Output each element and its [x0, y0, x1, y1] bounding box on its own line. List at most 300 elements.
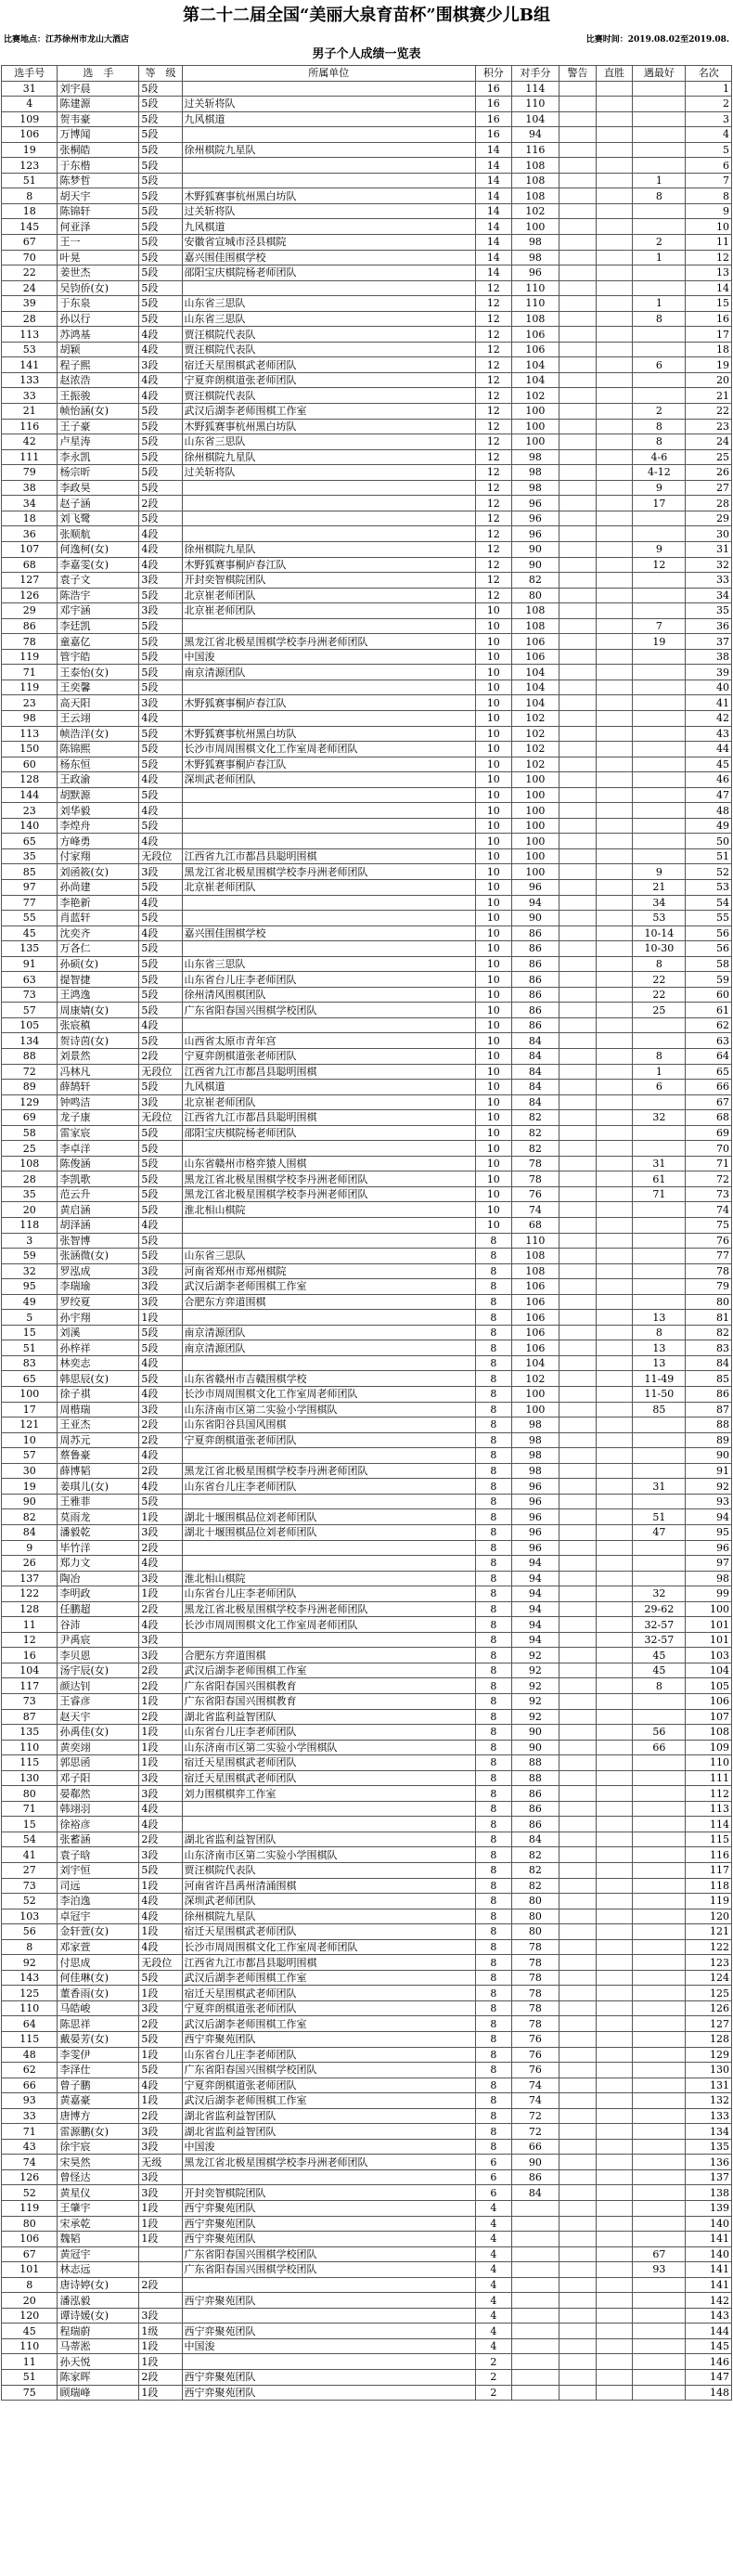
cell-direct-win — [596, 2293, 633, 2309]
cell-direct-win — [596, 1571, 633, 1586]
cell-opp-score: 88 — [511, 1770, 559, 1786]
cell-unit: 黑龙江省北极星围棋学校李丹洲老师团队 — [182, 1463, 476, 1479]
table-row — [2, 250, 732, 265]
cell-direct-win — [596, 588, 633, 603]
table-row — [2, 2078, 732, 2093]
cell-unit: 北京崔老师团队 — [182, 588, 476, 603]
cell-player-no: 64 — [2, 2016, 58, 2032]
cell-warning — [559, 1755, 597, 1771]
cell-rank: 4段 — [139, 1617, 182, 1633]
cell-points: 4 — [476, 2262, 511, 2278]
cell-player-no: 95 — [2, 1279, 58, 1295]
cell-direct-win — [596, 97, 633, 112]
cell-best — [633, 848, 686, 864]
cell-points: 10 — [476, 864, 511, 880]
cell-best: 4-12 — [633, 465, 686, 481]
cell-direct-win — [596, 1817, 633, 1832]
cell-best — [633, 1847, 686, 1863]
cell-opp-score: 110 — [511, 296, 559, 312]
cell-points: 8 — [476, 2016, 511, 2032]
cell-rank: 5段 — [139, 2063, 182, 2078]
cell-opp-score: 76 — [511, 2047, 559, 2063]
col-header-best: 遇最好 — [633, 66, 686, 82]
cell-best: 31 — [633, 1479, 686, 1495]
cell-best: 29-62 — [633, 1601, 686, 1617]
cell-direct-win — [596, 2093, 633, 2109]
cell-rank: 5段 — [139, 188, 182, 204]
cell-warning — [559, 357, 597, 373]
cell-unit: 过关斩将队 — [182, 465, 476, 481]
cell-player-no: 79 — [2, 465, 58, 481]
cell-warning — [559, 911, 597, 926]
cell-rank: 1段 — [139, 2093, 182, 2109]
table-row — [2, 127, 732, 143]
table-row — [2, 541, 732, 557]
cell-place: 65 — [686, 1064, 732, 1080]
cell-points: 4 — [476, 2308, 511, 2324]
table-row — [2, 496, 732, 511]
cell-player: 刘宇恒 — [58, 1862, 139, 1878]
table-row — [2, 1355, 732, 1371]
cell-player-no: 82 — [2, 1509, 58, 1525]
cell-points: 10 — [476, 710, 511, 726]
cell-points: 8 — [476, 1463, 511, 1479]
cell-rank: 2段 — [139, 2370, 182, 2386]
cell-rank: 1段 — [139, 1986, 182, 2001]
cell-player-no: 74 — [2, 2155, 58, 2170]
cell-best: 21 — [633, 879, 686, 895]
cell-best — [633, 158, 686, 174]
cell-rank: 4段 — [139, 926, 182, 941]
cell-warning — [559, 1524, 597, 1540]
cell-warning — [559, 848, 597, 864]
cell-opp-score: 100 — [511, 434, 559, 450]
table-row — [2, 1125, 732, 1141]
cell-opp-score: 78 — [511, 1939, 559, 1955]
cell-player-no: 65 — [2, 834, 58, 849]
cell-direct-win — [596, 2246, 633, 2262]
cell-player-no: 122 — [2, 1586, 58, 1602]
cell-best: 1 — [633, 1064, 686, 1080]
cell-player-no: 18 — [2, 511, 58, 526]
cell-opp-score: 82 — [511, 1847, 559, 1863]
cell-direct-win — [596, 2277, 633, 2293]
cell-player: 黄启涵 — [58, 1202, 139, 1218]
cell-best — [633, 818, 686, 834]
cell-player: 黄冠宇 — [58, 2246, 139, 2262]
table-row — [2, 1770, 732, 1786]
cell-rank: 1段 — [139, 2385, 182, 2401]
cell-unit: 北京崔老师团队 — [182, 1094, 476, 1110]
cell-player-no: 144 — [2, 787, 58, 803]
cell-unit: 西宁弈聚苑团队 — [182, 2201, 476, 2217]
cell-warning — [559, 1540, 597, 1556]
cell-player: 周苏元 — [58, 1432, 139, 1448]
cell-rank: 5段 — [139, 1156, 182, 1171]
cell-place: 118 — [686, 1878, 732, 1894]
table-row — [2, 97, 732, 112]
cell-place: 30 — [686, 526, 732, 542]
cell-place: 105 — [686, 1678, 732, 1694]
cell-warning — [559, 235, 597, 251]
cell-player: 李雯伊 — [58, 2047, 139, 2063]
cell-best: 2 — [633, 235, 686, 251]
table-row — [2, 1017, 732, 1033]
cell-rank: 5段 — [139, 2032, 182, 2048]
cell-points: 8 — [476, 1494, 511, 1509]
cell-unit: 山东省三思队 — [182, 434, 476, 450]
cell-warning — [559, 296, 597, 312]
cell-warning — [559, 2308, 597, 2324]
cell-best — [633, 1279, 686, 1295]
cell-direct-win — [596, 2078, 633, 2093]
cell-best — [633, 1494, 686, 1509]
cell-direct-win — [596, 2047, 633, 2063]
cell-place: 84 — [686, 1355, 732, 1371]
cell-player-no: 73 — [2, 987, 58, 1003]
cell-opp-score: 100 — [511, 787, 559, 803]
cell-best — [633, 1556, 686, 1572]
cell-warning — [559, 726, 597, 742]
cell-best — [633, 1939, 686, 1955]
cell-rank: 5段 — [139, 588, 182, 603]
cell-points: 10 — [476, 1033, 511, 1049]
cell-player-no: 56 — [2, 1924, 58, 1940]
cell-best — [633, 1817, 686, 1832]
cell-opp-score: 100 — [511, 834, 559, 849]
cell-rank: 5段 — [139, 742, 182, 757]
col-header-unit: 所属单位 — [182, 66, 476, 82]
cell-unit: 黑龙江省北极星围棋学校李丹洲老师团队 — [182, 1186, 476, 1202]
cell-opp-score: 98 — [511, 465, 559, 481]
cell-rank: 5段 — [139, 1862, 182, 1878]
table-row — [2, 1494, 732, 1509]
cell-points: 14 — [476, 250, 511, 265]
cell-rank: 5段 — [139, 665, 182, 680]
cell-best: 31 — [633, 1156, 686, 1171]
cell-player-no: 25 — [2, 1141, 58, 1157]
cell-best — [633, 710, 686, 726]
cell-place: 90 — [686, 1448, 732, 1464]
cell-points: 12 — [476, 465, 511, 481]
cell-player: 徐子祺 — [58, 1387, 139, 1403]
cell-best: 13 — [633, 1355, 686, 1371]
cell-opp-score: 86 — [511, 2169, 559, 2185]
cell-player-no: 34 — [2, 496, 58, 511]
cell-place: 7 — [686, 173, 732, 188]
cell-player-no: 32 — [2, 1263, 58, 1279]
cell-player-no: 110 — [2, 2000, 58, 2016]
table-row — [2, 342, 732, 357]
cell-unit: 江西省九江市都昌县聪明围棋 — [182, 848, 476, 864]
cell-direct-win — [596, 649, 633, 665]
cell-opp-score: 94 — [511, 1571, 559, 1586]
cell-direct-win — [596, 1786, 633, 1802]
cell-unit: 山东济南市区第二实验小学围棋队 — [182, 1402, 476, 1417]
table-row — [2, 1970, 732, 1986]
cell-best — [633, 2385, 686, 2401]
cell-points: 10 — [476, 1094, 511, 1110]
table-row — [2, 1832, 732, 1847]
cell-player: 陈梦哲 — [58, 173, 139, 188]
cell-best — [633, 1894, 686, 1909]
cell-points: 10 — [476, 618, 511, 634]
cell-player: 马皓峻 — [58, 2000, 139, 2016]
page-title: 第二十二届全国“美丽大泉育苗杯”围棋赛少儿B组 — [183, 6, 550, 25]
cell-player-no: 16 — [2, 1648, 58, 1663]
cell-points: 8 — [476, 1847, 511, 1863]
cell-direct-win — [596, 173, 633, 188]
cell-best — [633, 142, 686, 158]
cell-player-no: 137 — [2, 1571, 58, 1586]
cell-unit: 山东省台儿庄李老师团队 — [182, 1479, 476, 1495]
cell-best — [633, 2370, 686, 2386]
table-row — [2, 1340, 732, 1356]
cell-opp-score: 110 — [511, 97, 559, 112]
cell-player-no: 28 — [2, 311, 58, 327]
cell-direct-win — [596, 1894, 633, 1909]
cell-place: 142 — [686, 2293, 732, 2309]
cell-player: 帧浩洋(女) — [58, 726, 139, 742]
cell-opp-score: 106 — [511, 1294, 559, 1310]
table-row — [2, 911, 732, 926]
cell-opp-score: 84 — [511, 1094, 559, 1110]
cell-points: 8 — [476, 1725, 511, 1741]
cell-opp-score: 84 — [511, 1080, 559, 1095]
cell-player-no: 88 — [2, 1049, 58, 1065]
cell-rank: 4段 — [139, 710, 182, 726]
cell-player-no: 71 — [2, 2124, 58, 2140]
cell-points: 6 — [476, 2169, 511, 2185]
cell-player: 陈锦轩 — [58, 203, 139, 219]
cell-points: 2 — [476, 2385, 511, 2401]
cell-warning — [559, 2139, 597, 2155]
cell-rank: 1段 — [139, 2232, 182, 2247]
table-row — [2, 1094, 732, 1110]
cell-rank: 3段 — [139, 1402, 182, 1417]
cell-best — [633, 1233, 686, 1249]
cell-points: 12 — [476, 588, 511, 603]
cell-points: 8 — [476, 1310, 511, 1326]
cell-warning — [559, 2032, 597, 2048]
cell-place: 48 — [686, 803, 732, 819]
cell-opp-score: 80 — [511, 1894, 559, 1909]
cell-player-no: 51 — [2, 173, 58, 188]
cell-player-no: 86 — [2, 618, 58, 634]
cell-points: 8 — [476, 1432, 511, 1448]
cell-direct-win — [596, 1540, 633, 1556]
cell-player: 陈家晖 — [58, 2370, 139, 2386]
cell-best: 8 — [633, 1049, 686, 1065]
cell-warning — [559, 449, 597, 465]
table-row — [2, 327, 732, 343]
cell-warning — [559, 1970, 597, 1986]
cell-rank: 无段位 — [139, 1064, 182, 1080]
cell-unit: 木野狐赛事杭州黑白坊队 — [182, 726, 476, 742]
cell-rank: 1段 — [139, 2354, 182, 2370]
cell-best: 32 — [633, 1586, 686, 1602]
cell-warning — [559, 803, 597, 819]
cell-warning — [559, 2185, 597, 2201]
cell-rank: 5段 — [139, 235, 182, 251]
cell-best: 8 — [633, 188, 686, 204]
cell-player-no: 52 — [2, 1894, 58, 1909]
cell-player: 张蓄涵 — [58, 1832, 139, 1847]
cell-rank: 3段 — [139, 1632, 182, 1648]
cell-player: 胡默源 — [58, 787, 139, 803]
cell-place: 5 — [686, 142, 732, 158]
cell-opp-score: 74 — [511, 2093, 559, 2109]
cell-unit: 西宁弈聚苑团队 — [182, 2324, 476, 2339]
cell-direct-win — [596, 404, 633, 420]
cell-rank: 1段 — [139, 1310, 182, 1326]
cell-unit: 山东省三思队 — [182, 1249, 476, 1264]
cell-rank: 3段 — [139, 1294, 182, 1310]
cell-warning — [559, 1448, 597, 1464]
cell-direct-win — [596, 1310, 633, 1326]
cell-place: 2 — [686, 97, 732, 112]
cell-direct-win — [596, 1847, 633, 1863]
cell-direct-win — [596, 618, 633, 634]
cell-unit: 山东省赣州市格弈猿人围棋 — [182, 1156, 476, 1171]
cell-player: 马蒂淞 — [58, 2338, 139, 2354]
table-row — [2, 2063, 732, 2078]
cell-warning — [559, 1233, 597, 1249]
cell-place: 31 — [686, 541, 732, 557]
cell-rank: 无段位 — [139, 848, 182, 864]
cell-rank: 1段 — [139, 1509, 182, 1525]
cell-place: 109 — [686, 1740, 732, 1755]
cell-points: 8 — [476, 1340, 511, 1356]
cell-opp-score: 90 — [511, 2155, 559, 2170]
cell-place: 4 — [686, 127, 732, 143]
cell-player-no: 17 — [2, 1402, 58, 1417]
cell-place: 119 — [686, 1894, 732, 1909]
cell-place: 104 — [686, 1663, 732, 1678]
cell-best — [633, 280, 686, 296]
results-table — [1, 65, 732, 2401]
cell-best — [633, 2308, 686, 2324]
table-row — [2, 2277, 732, 2293]
cell-place: 108 — [686, 1725, 732, 1741]
cell-player-no: 83 — [2, 1355, 58, 1371]
cell-direct-win — [596, 1494, 633, 1509]
cell-opp-score: 90 — [511, 1740, 559, 1755]
cell-best — [633, 1909, 686, 1924]
cell-best — [633, 2016, 686, 2032]
cell-direct-win — [596, 1417, 633, 1433]
cell-place: 40 — [686, 680, 732, 695]
cell-player-no: 134 — [2, 1033, 58, 1049]
cell-points: 8 — [476, 1371, 511, 1387]
cell-points: 10 — [476, 1125, 511, 1141]
cell-opp-score: 106 — [511, 327, 559, 343]
cell-rank: 5段 — [139, 449, 182, 465]
cell-player: 李泊逸 — [58, 1894, 139, 1909]
cell-unit: 宁夏弈朗棋道张老师团队 — [182, 1049, 476, 1065]
cell-unit — [182, 787, 476, 803]
cell-rank: 4段 — [139, 388, 182, 404]
cell-direct-win — [596, 1080, 633, 1095]
table-row — [2, 1509, 732, 1525]
cell-unit: 贾汪棋院代表队 — [182, 327, 476, 343]
cell-place: 36 — [686, 618, 732, 634]
cell-points: 8 — [476, 1509, 511, 1525]
cell-points: 10 — [476, 848, 511, 864]
cell-player-no: 130 — [2, 1770, 58, 1786]
table-row — [2, 1263, 732, 1279]
cell-opp-score: 76 — [511, 1186, 559, 1202]
cell-player: 胡泽涵 — [58, 1218, 139, 1234]
cell-best: 51 — [633, 1509, 686, 1525]
table-row — [2, 1955, 732, 1971]
cell-place: 56 — [686, 926, 732, 941]
cell-direct-win — [596, 573, 633, 589]
cell-warning — [559, 1878, 597, 1894]
cell-direct-win — [596, 1355, 633, 1371]
cell-player-no: 23 — [2, 695, 58, 711]
cell-unit: 武汉后湖李老师围棋工作室 — [182, 1663, 476, 1678]
cell-opp-score: 96 — [511, 1479, 559, 1495]
cell-warning — [559, 511, 597, 526]
cell-player-no: 58 — [2, 1125, 58, 1141]
cell-player: 赵子涵 — [58, 496, 139, 511]
table-row — [2, 1463, 732, 1479]
cell-place: 66 — [686, 1080, 732, 1095]
table-row — [2, 2093, 732, 2109]
cell-player: 罗绞夏 — [58, 1294, 139, 1310]
cell-opp-score: 86 — [511, 1786, 559, 1802]
cell-best — [633, 1417, 686, 1433]
cell-player: 孙梓祥 — [58, 1340, 139, 1356]
cell-player-no: 109 — [2, 111, 58, 127]
cell-warning — [559, 710, 597, 726]
cell-unit: 九风棋道 — [182, 219, 476, 235]
cell-unit: 中国浚 — [182, 2139, 476, 2155]
cell-unit — [182, 1801, 476, 1817]
cell-warning — [559, 695, 597, 711]
cell-rank: 1段 — [139, 1740, 182, 1755]
table-row — [2, 2308, 732, 2324]
cell-player-no: 70 — [2, 250, 58, 265]
cell-points: 8 — [476, 1479, 511, 1495]
table-row — [2, 1325, 732, 1340]
table-row — [2, 2139, 732, 2155]
cell-unit — [182, 1218, 476, 1234]
table-row — [2, 1678, 732, 1694]
cell-unit: 九风棋道 — [182, 111, 476, 127]
cell-rank: 3段 — [139, 603, 182, 619]
cell-best: 2 — [633, 404, 686, 420]
cell-place: 143 — [686, 2308, 732, 2324]
cell-unit — [182, 941, 476, 957]
cell-player-no: 43 — [2, 2139, 58, 2155]
cell-unit: 山东省台儿庄李老师团队 — [182, 1586, 476, 1602]
cell-best — [633, 1263, 686, 1279]
table-row — [2, 787, 732, 803]
cell-direct-win — [596, 2185, 633, 2201]
cell-rank: 4段 — [139, 342, 182, 357]
cell-rank: 4段 — [139, 1556, 182, 1572]
table-row — [2, 526, 732, 542]
table-row — [2, 235, 732, 251]
cell-unit — [182, 2308, 476, 2324]
cell-unit: 南京清源团队 — [182, 1340, 476, 1356]
cell-unit: 淮北相山棋院 — [182, 1202, 476, 1218]
cell-best — [633, 2139, 686, 2155]
cell-player-no: 55 — [2, 911, 58, 926]
table-row — [2, 1064, 732, 1080]
